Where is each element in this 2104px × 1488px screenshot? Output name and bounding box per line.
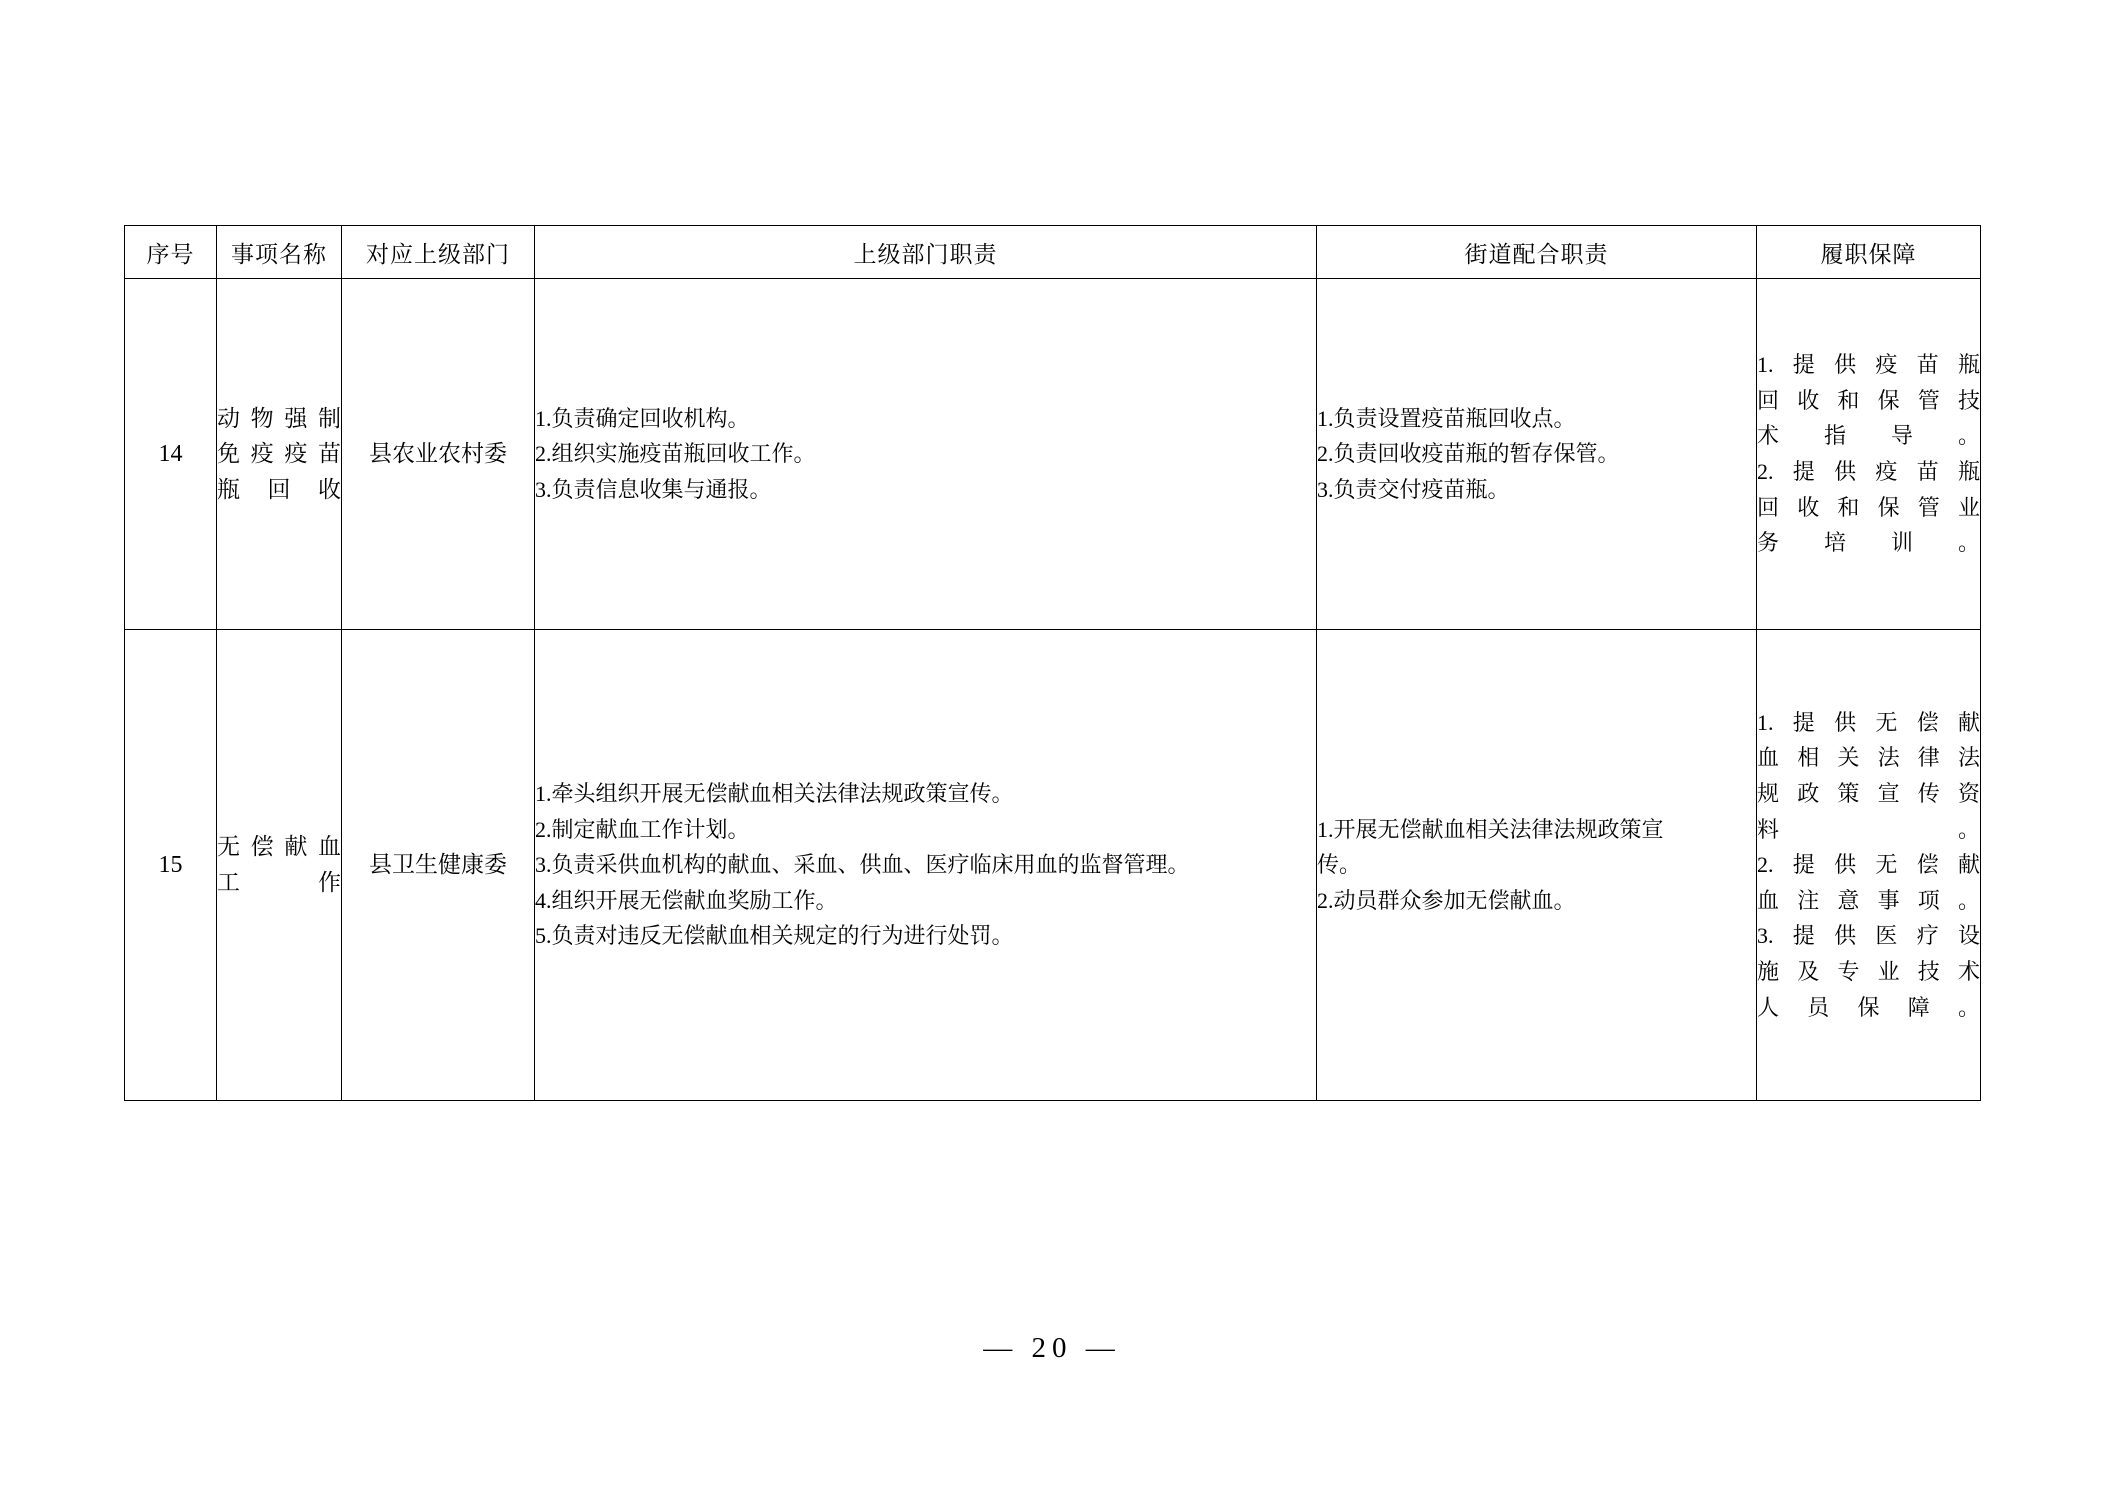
column-header-guarantee: 履职保障: [1757, 226, 1981, 279]
item-name-line: 免疫疫苗: [217, 441, 341, 467]
guarantee-line: 人员保障。: [1757, 994, 1980, 1020]
guarantee-line: 料。: [1757, 816, 1980, 842]
column-header-street-duties: 街道配合职责: [1317, 226, 1757, 279]
duty-line: 2.制定献血工作计划。: [535, 816, 750, 842]
column-header-upper-duties: 上级部门职责: [535, 226, 1317, 279]
street-duty-line: 1.开展无偿献血相关法律法规政策宣: [1317, 816, 1664, 842]
row-item-name: [217, 279, 342, 630]
guarantee-line: 回收和保管业: [1757, 494, 1980, 520]
table-header-row: [125, 226, 1981, 279]
duty-line: 1.负责确定回收机构。: [535, 405, 750, 431]
duty-line: 1.牵头组织开展无偿献血相关法律法规政策宣传。: [535, 780, 1014, 806]
item-name-line: 无偿献血: [217, 834, 341, 860]
guarantee-line: 1.提供无偿献: [1757, 709, 1980, 735]
item-name-line: 动物强制: [217, 405, 341, 431]
guarantee-line: 施及专业技术: [1757, 959, 1980, 985]
table-row: [125, 279, 1981, 630]
guarantee-line: 回收和保管技: [1757, 387, 1980, 413]
row-upper-duties: [535, 279, 1317, 630]
street-duty-line: 3.负责交付疫苗瓶。: [1317, 476, 1510, 502]
guarantee-line: 血相关法律法: [1757, 745, 1980, 771]
street-duty-line: 1.负责设置疫苗瓶回收点。: [1317, 405, 1576, 431]
row-number: 15: [125, 630, 217, 1101]
item-name-line: 工作: [217, 870, 341, 895]
responsibility-table: [124, 225, 1981, 1101]
duty-line: 4.组织开展无偿献血奖励工作。: [535, 887, 838, 913]
row-guarantee: [1757, 279, 1981, 630]
column-header-no: 序号: [125, 226, 217, 279]
row-street-duties: [1317, 279, 1757, 630]
guarantee-line: 术指导。: [1757, 423, 1980, 449]
street-duty-line: 2.负责回收疫苗瓶的暂存保管。: [1317, 441, 1620, 467]
row-upper-duties: [535, 630, 1317, 1101]
page-number: — 20 —: [983, 1332, 1121, 1364]
row-department: 县农业农村委: [342, 279, 535, 630]
street-duty-line: 传。: [1317, 852, 1362, 878]
column-header-item-name: 事项名称: [217, 226, 342, 279]
guarantee-line: 2.提供无偿献: [1757, 852, 1980, 878]
guarantee-line: 1.提供疫苗瓶: [1757, 352, 1980, 378]
duty-line: 5.负责对违反无偿献血相关规定的行为进行处罚。: [535, 923, 1014, 949]
duty-line: 2.组织实施疫苗瓶回收工作。: [535, 441, 816, 467]
duty-line: 3.负责采供血机构的献血、采血、供血、医疗临床用血的监督管理。: [535, 852, 1190, 878]
guarantee-line: 务培训。: [1757, 530, 1980, 556]
row-item-name: [217, 630, 342, 1101]
street-duty-line: 2.动员群众参加无偿献血。: [1317, 887, 1576, 913]
guarantee-line: 规政策宣传资: [1757, 780, 1980, 806]
row-number: 14: [125, 279, 217, 630]
table-row: [125, 630, 1981, 1101]
row-guarantee: [1757, 630, 1981, 1101]
item-name-line: 瓶回收: [217, 476, 341, 502]
guarantee-line: 血注意事项。: [1757, 887, 1980, 913]
column-header-department: 对应上级部门: [342, 226, 535, 279]
row-department: 县卫生健康委: [342, 630, 535, 1101]
row-street-duties: [1317, 630, 1757, 1101]
guarantee-line: 2.提供疫苗瓶: [1757, 459, 1980, 484]
duty-line: 3.负责信息收集与通报。: [535, 476, 772, 502]
guarantee-line: 3.提供医疗设: [1757, 923, 1980, 949]
